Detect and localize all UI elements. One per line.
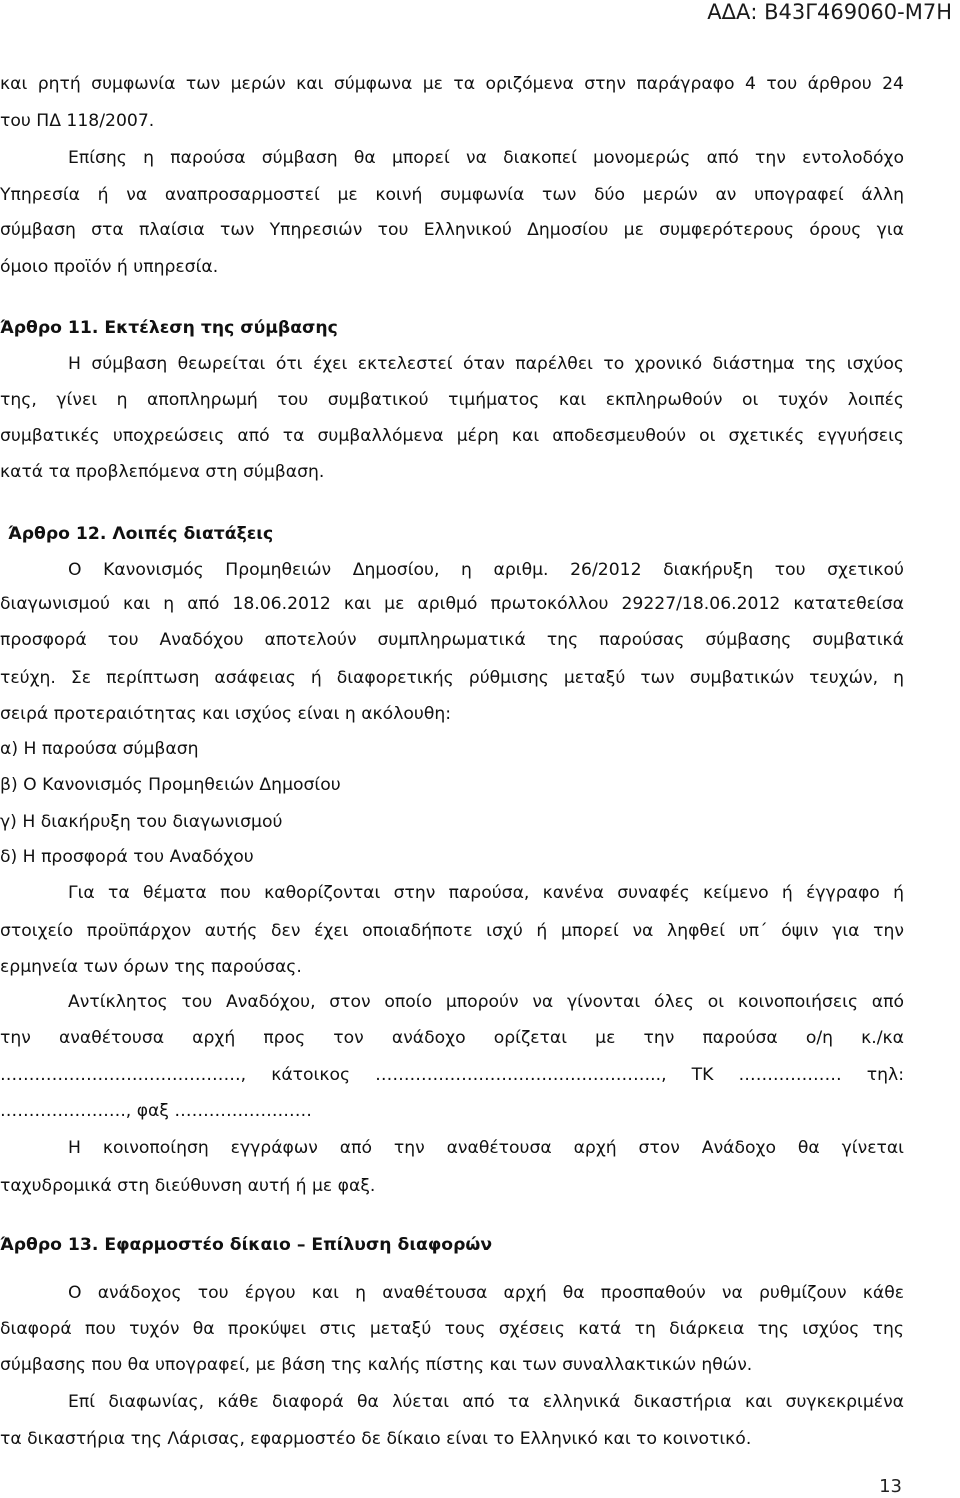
- text-line: τα δικαστήρια της Λάρισας, εφαρμοστέο δε δίκαιο είναι το Ελληνικό και το κοινοτικό.: [0, 1429, 752, 1449]
- text-line: σύμβαση στα πλαίσια των Υπηρεσιών του Ελληνικού Δημοσίου με συμφερότερους όρους για: [0, 220, 904, 240]
- text-line: ……………………………………, κάτοικος ………………………………………….., ΤΚ ……………… τηλ:: [0, 1065, 904, 1085]
- ada-code: ΑΔΑ: Β43Γ469060-Μ7Η: [707, 0, 952, 24]
- text-line: β) Ο Κανονισμός Προμηθειών Δημοσίου: [0, 775, 341, 795]
- text-line: …………………., φαξ ……………………: [0, 1101, 312, 1121]
- text-line: σύμβασης που θα υπογραφεί, με βάση της καλής πίστης και των συναλλακτικών ηθών.: [0, 1355, 753, 1375]
- text-line: ερμηνεία των όρων της παρούσας.: [0, 957, 302, 977]
- article-heading: Άρθρο 12. Λοιπές διατάξεις: [8, 524, 274, 544]
- article-heading: Άρθρο 11. Εκτέλεση της σύμβασης: [0, 318, 338, 338]
- text-line: συμβατικές υποχρεώσεις από τα συμβαλλόμενα μέρη και αποδεσμευθούν οι σχετικές εγγυήσεις: [0, 426, 904, 446]
- article-heading: Άρθρο 13. Εφαρμοστέο δίκαιο – Επίλυση διαφορών: [0, 1235, 493, 1255]
- text-line: διαγωνισμού και η από 18.06.2012 και με αριθμό πρωτοκόλλου 29227/18.06.2012 κατατεθείσα: [0, 594, 904, 614]
- text-line: της, γίνει η αποπληρωμή του συμβατικού τιμήματος και εκπληρωθούν οι τυχόν λοιπές: [0, 390, 904, 410]
- text-line: και ρητή συμφωνία των μερών και σύμφωνα με τα οριζόμενα στην παράγραφο 4 του άρθρου 24: [0, 74, 904, 94]
- text-line: Αντίκλητος του Αναδόχου, στον οποίο μπορούν να γίνονται όλες οι κοινοποιήσεις από: [68, 992, 904, 1012]
- text-line: Επίσης η παρούσα σύμβαση θα μπορεί να διακοπεί μονομερώς από την εντολοδόχο: [68, 148, 904, 168]
- text-line: σειρά προτεραιότητας και ισχύος είναι η ακόλουθη:: [0, 704, 452, 724]
- text-line: Ο ανάδοχος του έργου και η αναθέτουσα αρχή θα προσπαθούν να ρυθμίζουν κάθε: [68, 1283, 904, 1303]
- text-line: όμοιο προϊόν ή υπηρεσία.: [0, 257, 219, 277]
- text-line: Η σύμβαση θεωρείται ότι έχει εκτελεστεί όταν παρέλθει το χρονικό διάστημα της ισχύος: [68, 354, 904, 374]
- text-line: Για τα θέματα που καθορίζονται στην παρούσα, κανένα συναφές κείμενο ή έγγραφο ή: [68, 883, 904, 903]
- text-line: προσφορά του Αναδόχου αποτελούν συμπληρωματικά της παρούσας σύμβασης συμβατικά: [0, 630, 904, 650]
- text-line: την αναθέτουσα αρχή προς τον ανάδοχο ορίζεται με την παρούσα ο/η κ./κα: [0, 1028, 904, 1048]
- page-number: 13: [879, 1476, 902, 1497]
- text-line: γ) Η διακήρυξη του διαγωνισμού: [0, 812, 283, 832]
- text-line: κατά τα προβλεπόμενα στη σύμβαση.: [0, 462, 325, 482]
- text-line: Υπηρεσία ή να αναπροσαρμοστεί με κοινή συμφωνία των δύο μερών αν υπογραφεί άλλη: [0, 185, 904, 205]
- text-line: Επί διαφωνίας, κάθε διαφορά θα λύεται από τα ελληνικά δικαστήρια και συγκεκριμένα: [68, 1392, 904, 1412]
- text-line: Ο Κανονισμός Προμηθειών Δημοσίου, η αριθμ. 26/2012 διακήρυξη του σχετικού: [68, 560, 904, 580]
- text-line: α) Η παρούσα σύμβαση: [0, 739, 199, 759]
- text-line: Η κοινοποίηση εγγράφων από την αναθέτουσα αρχή στον Ανάδοχο θα γίνεται: [68, 1138, 904, 1158]
- text-line: ταχυδρομικά στη διεύθυνση αυτή ή με φαξ.: [0, 1176, 376, 1196]
- text-line: τεύχη. Σε περίπτωση ασάφειας ή διαφορετικής ρύθμισης μεταξύ των συμβατικών τευχών, η: [0, 668, 904, 688]
- text-line: στοιχείο προϋπάρχον αυτής δεν έχει οποιαδήποτε ισχύ ή μπορεί να ληφθεί υπ΄ όψιν για την: [0, 921, 904, 941]
- text-line: διαφορά που τυχόν θα προκύψει στις μεταξύ τους σχέσεις κατά τη διάρκεια της ισχύος της: [0, 1319, 904, 1339]
- text-line: δ) Η προσφορά του Αναδόχου: [0, 847, 254, 867]
- text-line: του ΠΔ 118/2007.: [0, 111, 155, 131]
